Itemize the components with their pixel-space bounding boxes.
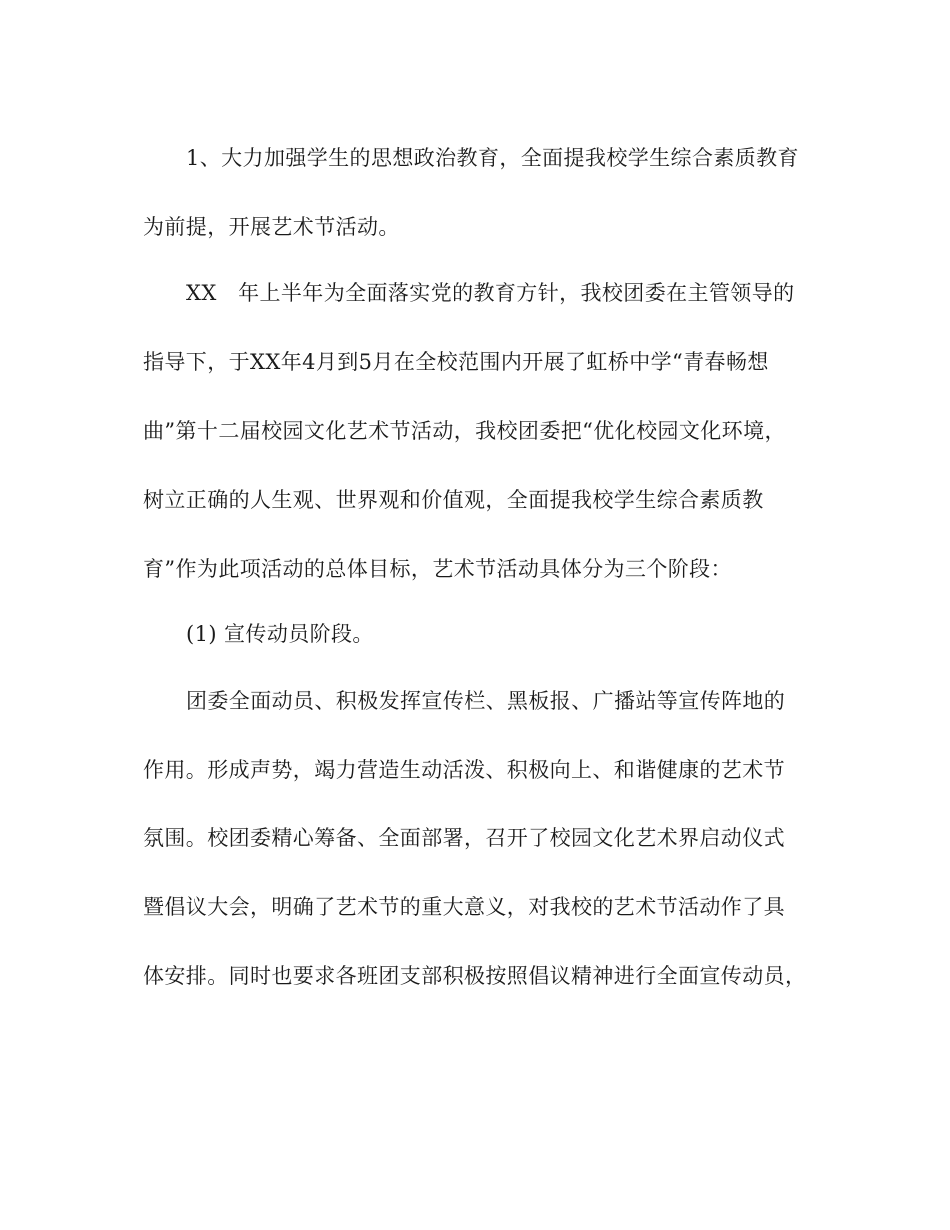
text-line: 曲”第十二届校园文化艺术节活动，我校团委把“优化校园文化环境， — [143, 419, 786, 443]
text-line: XX 年上半年为全面落实党的教育方针，我校团委在主管领导的 — [186, 281, 795, 305]
text-line: 体安排。同时也要求各班团支部积极按照倡议精神进行全面宣传动员， — [143, 964, 807, 988]
text-line: 育”作为此项活动的总体目标，艺术节活动具体分为三个阶段： — [143, 557, 732, 581]
text-line: 为前提，开展艺术节活动。 — [143, 215, 400, 239]
text-line: 团委全面动员、积极发挥宣传栏、黑板报、广播站等宣传阵地的 — [186, 689, 786, 713]
text-line: (1) 宣传动员阶段。 — [186, 622, 374, 646]
text-line: 作用。形成声势，竭力营造生动活泼、积极向上、和谐健康的艺术节 — [143, 758, 785, 782]
text-line: 1、大力加强学生的思想政治教育，全面提我校学生综合素质教育 — [186, 146, 799, 170]
text-line: 暨倡议大会，明确了艺术节的重大意义，对我校的艺术节活动作了具 — [143, 895, 785, 919]
text-line: 氛围。校团委精心筹备、全面部署，召开了校园文化艺术界启动仪式 — [143, 826, 785, 850]
text-line: 指导下，于XX年4月到5月在全校范围内开展了虹桥中学“青春畅想 — [143, 350, 769, 374]
text-line: 树立正确的人生观、世界观和价值观，全面提我校学生综合素质教 — [143, 488, 764, 512]
